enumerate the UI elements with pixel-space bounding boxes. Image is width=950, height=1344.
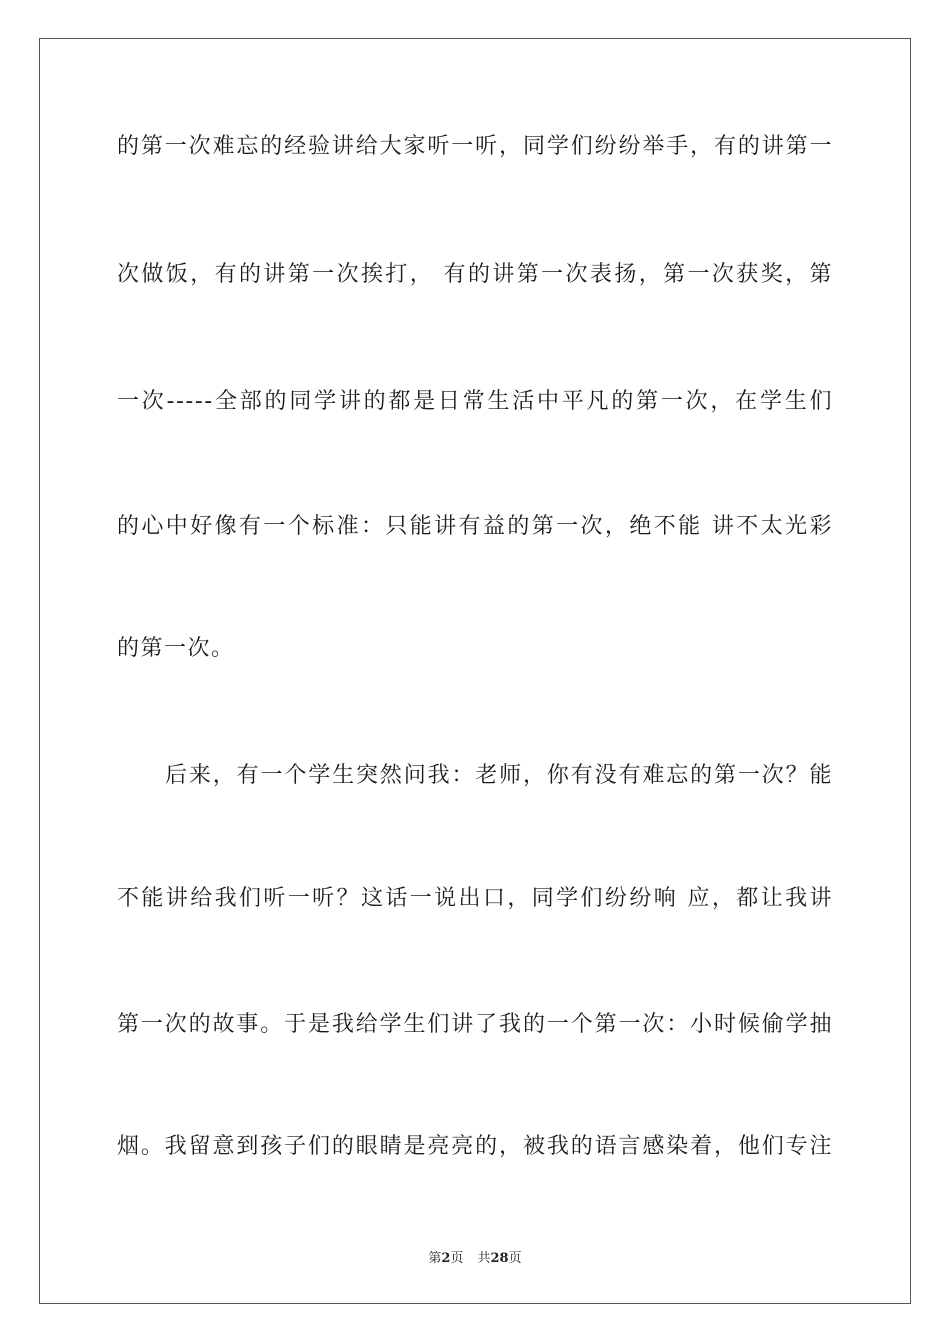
page-footer (0, 1247, 950, 1266)
text-line-5: 的第一次。 (117, 636, 235, 661)
text-line-8: 第一次的故事。于是我给学生们讲了我的一个第一次：小时候偷学抽 (117, 1012, 833, 1037)
footer-page-prefix: 第 (428, 1251, 442, 1266)
text-line-6: 后来，有一个学生突然问我：老师，你有没有难忘的第一次？能 (165, 763, 833, 788)
text-line-9: 烟。我留意到孩子们的眼睛是亮亮的，被我的语言感染着，他们专注 (117, 1134, 833, 1159)
text-line-3: 一次-----全部的同学讲的都是日常生活中平凡的第一次，在学生们 (117, 389, 833, 414)
footer-page-suffix: 页 (450, 1251, 464, 1266)
footer-page-total: 28 (490, 1251, 509, 1266)
text-line-4: 的心中好像有一个标准：只能讲有益的第一次，绝不能 讲不太光彩 (117, 514, 833, 539)
text-line-2: 次做饭，有的讲第一次挨打， 有的讲第一次表扬，第一次获奖，第 (117, 262, 833, 287)
page-border (39, 38, 911, 1304)
footer-page-current: 2 (441, 1251, 451, 1266)
footer-total-prefix: 共 (477, 1251, 491, 1266)
footer-total-suffix: 页 (508, 1251, 522, 1266)
text-line-1: 的第一次难忘的经验讲给大家听一听，同学们纷纷举手，有的讲第一 (117, 134, 833, 159)
text-line-7: 不能讲给我们听一听？这话一说出口，同学们纷纷响 应，都让我讲 (117, 886, 833, 911)
